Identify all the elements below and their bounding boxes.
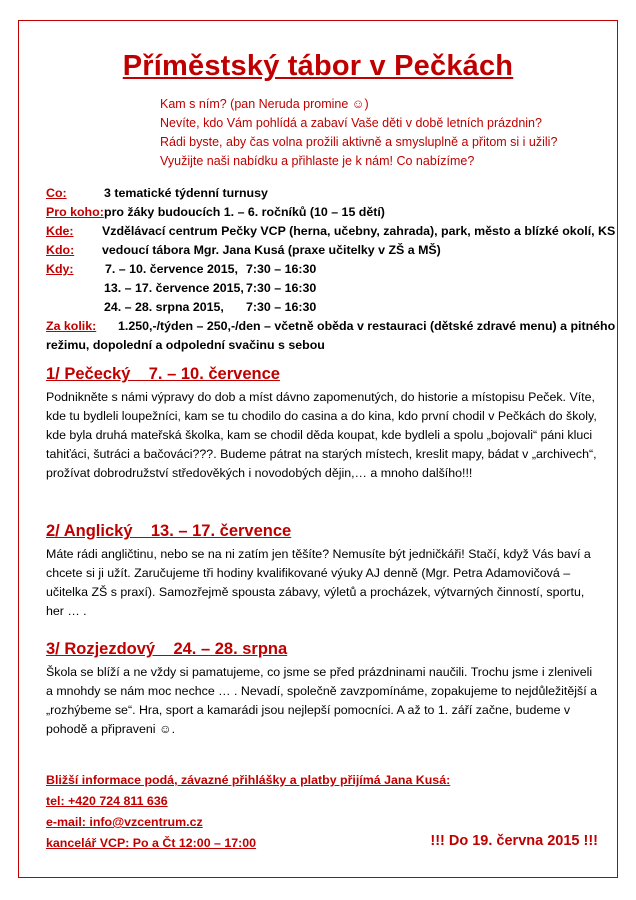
intro-line: Nevíte, kdo Vám pohlídá a zabaví Vaše děti v době letních prázdnin? (160, 116, 542, 130)
info-value-za-kolik: 1.250,-/týden – 250,-/den – včetně oběda v restauraci (dětské zdravé menu) a pitného (118, 319, 616, 333)
info-value-za-kolik-cont: režimu, dopolední a odpolední svačinu s sebou (46, 338, 325, 352)
section-pececky (46, 362, 600, 483)
section-rozjezdovy (46, 637, 600, 739)
term-time: 7:30 – 16:30 (246, 300, 317, 314)
info-label-kdo: Kdo: (46, 243, 75, 257)
section-text: Škola se blíží a ne vždy si pamatujeme, co jsme se před prázdninami naučili. Trochu jsme i zleniveli a mnohdy se nám moc nechce … . Nevadí, společně zavzpomínáme, zopakujeme to nejdůležitější a „rozhýbeme se“. Hra, sport a kamarádi jsou nejlepší pomocníci. A až to 1. září začne, budeme v pohodě a připraveni ☺. (46, 665, 597, 736)
info-label-za-kolik: Za kolik: (46, 319, 97, 333)
info-row-kdy (46, 260, 606, 279)
term-time: 7:30 – 16:30 (246, 281, 317, 295)
term-time: 7:30 – 16:30 (246, 262, 317, 276)
term-dates: 24. – 28. srpna 2015, (104, 300, 224, 314)
section-text: Podnikněte s námi výpravy do dob a míst dávno zapomenutých, do historie a místopisu Peček. Víte, kde tu bydleli loupežníci, kam se tu chodilo do casina a do kina, kdo první chodil v Pečkách do školy, kde byla druhá mateřská školka, kam se chodil děda koupat, kde bydleli a spolu „bojovali“ páni kluci tahiťáci, šutráci a bačováci???. Budeme pátrat na starých místech, kreslit mapy, bádat v „archivech“, prožívat dobrodružství středověkých i novodobých dějin,… a mnoho dalšího!!! (46, 390, 597, 480)
info-value-kdo: vedoucí tábora Mgr. Jana Kusá (praxe učitelky v ZŠ a MŠ) (102, 243, 441, 257)
info-label-co: Co: (46, 186, 67, 200)
info-row-co (46, 184, 606, 203)
section-text: Máte rádi angličtinu, nebo se na ni zatím jen těšíte? Nemusíte být jedničkáři! Stačí, když Vás baví a chcete si ji užít. Zaručujeme tři hodiny kvalifikované výuky AJ denně (Mgr. Petra Adamovičová – učitelka ZŠ s praxí). Samozřejmě spousta zábavy, výletů a procházek, výtvarných činností, sportu, her … . (46, 547, 591, 618)
section-anglicky (46, 519, 600, 621)
info-row-kde (46, 222, 616, 241)
term-row (46, 298, 606, 317)
term-row (46, 279, 606, 298)
info-value-kde: Vzdělávací centrum Pečky VCP (herna, učebny, zahrada), park, město a blízké okolí, KS (102, 224, 616, 238)
contact-office-hours: kancelář VCP: Po a Čt 12:00 – 17:00 (46, 836, 257, 850)
info-row-za-kolik-cont (46, 336, 606, 355)
page-title: Příměstský tábor v Pečkách (122, 50, 514, 82)
info-row-za-kolik (46, 317, 616, 336)
intro-block (160, 95, 557, 171)
deadline-notice: !!! Do 19. června 2015 !!! (430, 833, 598, 849)
info-value-pro-koho: pro žáky budoucích 1. – 6. ročníků (10 – 15 dětí) (104, 205, 385, 219)
info-block (46, 184, 616, 355)
info-label-kdy: Kdy: (46, 262, 74, 276)
info-value-co: 3 tematické týdenní turnusy (104, 186, 268, 200)
term-dates: 7. – 10. července 2015, (105, 262, 238, 276)
contact-info-line: Bližší informace podá, závazné přihlášky a platby přijímá Jana Kusá: (46, 773, 451, 787)
intro-line: Rádi byste, aby čas volna prožili aktivně a smysluplně a přitom si i užili? (160, 135, 558, 149)
intro-line: Kam s ním? (pan Neruda promine ☺) (160, 97, 369, 111)
info-row-pro-koho (46, 203, 606, 222)
info-label-kde: Kde: (46, 224, 74, 238)
intro-line: Využijte naši nabídku a přihlaste je k nám! Co nabízíme? (160, 154, 475, 168)
term-dates: 13. – 17. července 2015, (104, 281, 244, 295)
section-heading: 1/ Pečecký 7. – 10. července (46, 365, 280, 383)
section-heading: 3/ Rozjezdový 24. – 28. srpna (46, 640, 288, 658)
info-row-kdo (46, 241, 606, 260)
contact-phone[interactable]: tel: +420 724 811 636 (46, 794, 168, 808)
section-heading: 2/ Anglický 13. – 17. července (46, 522, 292, 540)
info-label-pro-koho: Pro koho: (46, 205, 104, 219)
contact-email[interactable]: e-mail: info@vzcentrum.cz (46, 815, 203, 829)
